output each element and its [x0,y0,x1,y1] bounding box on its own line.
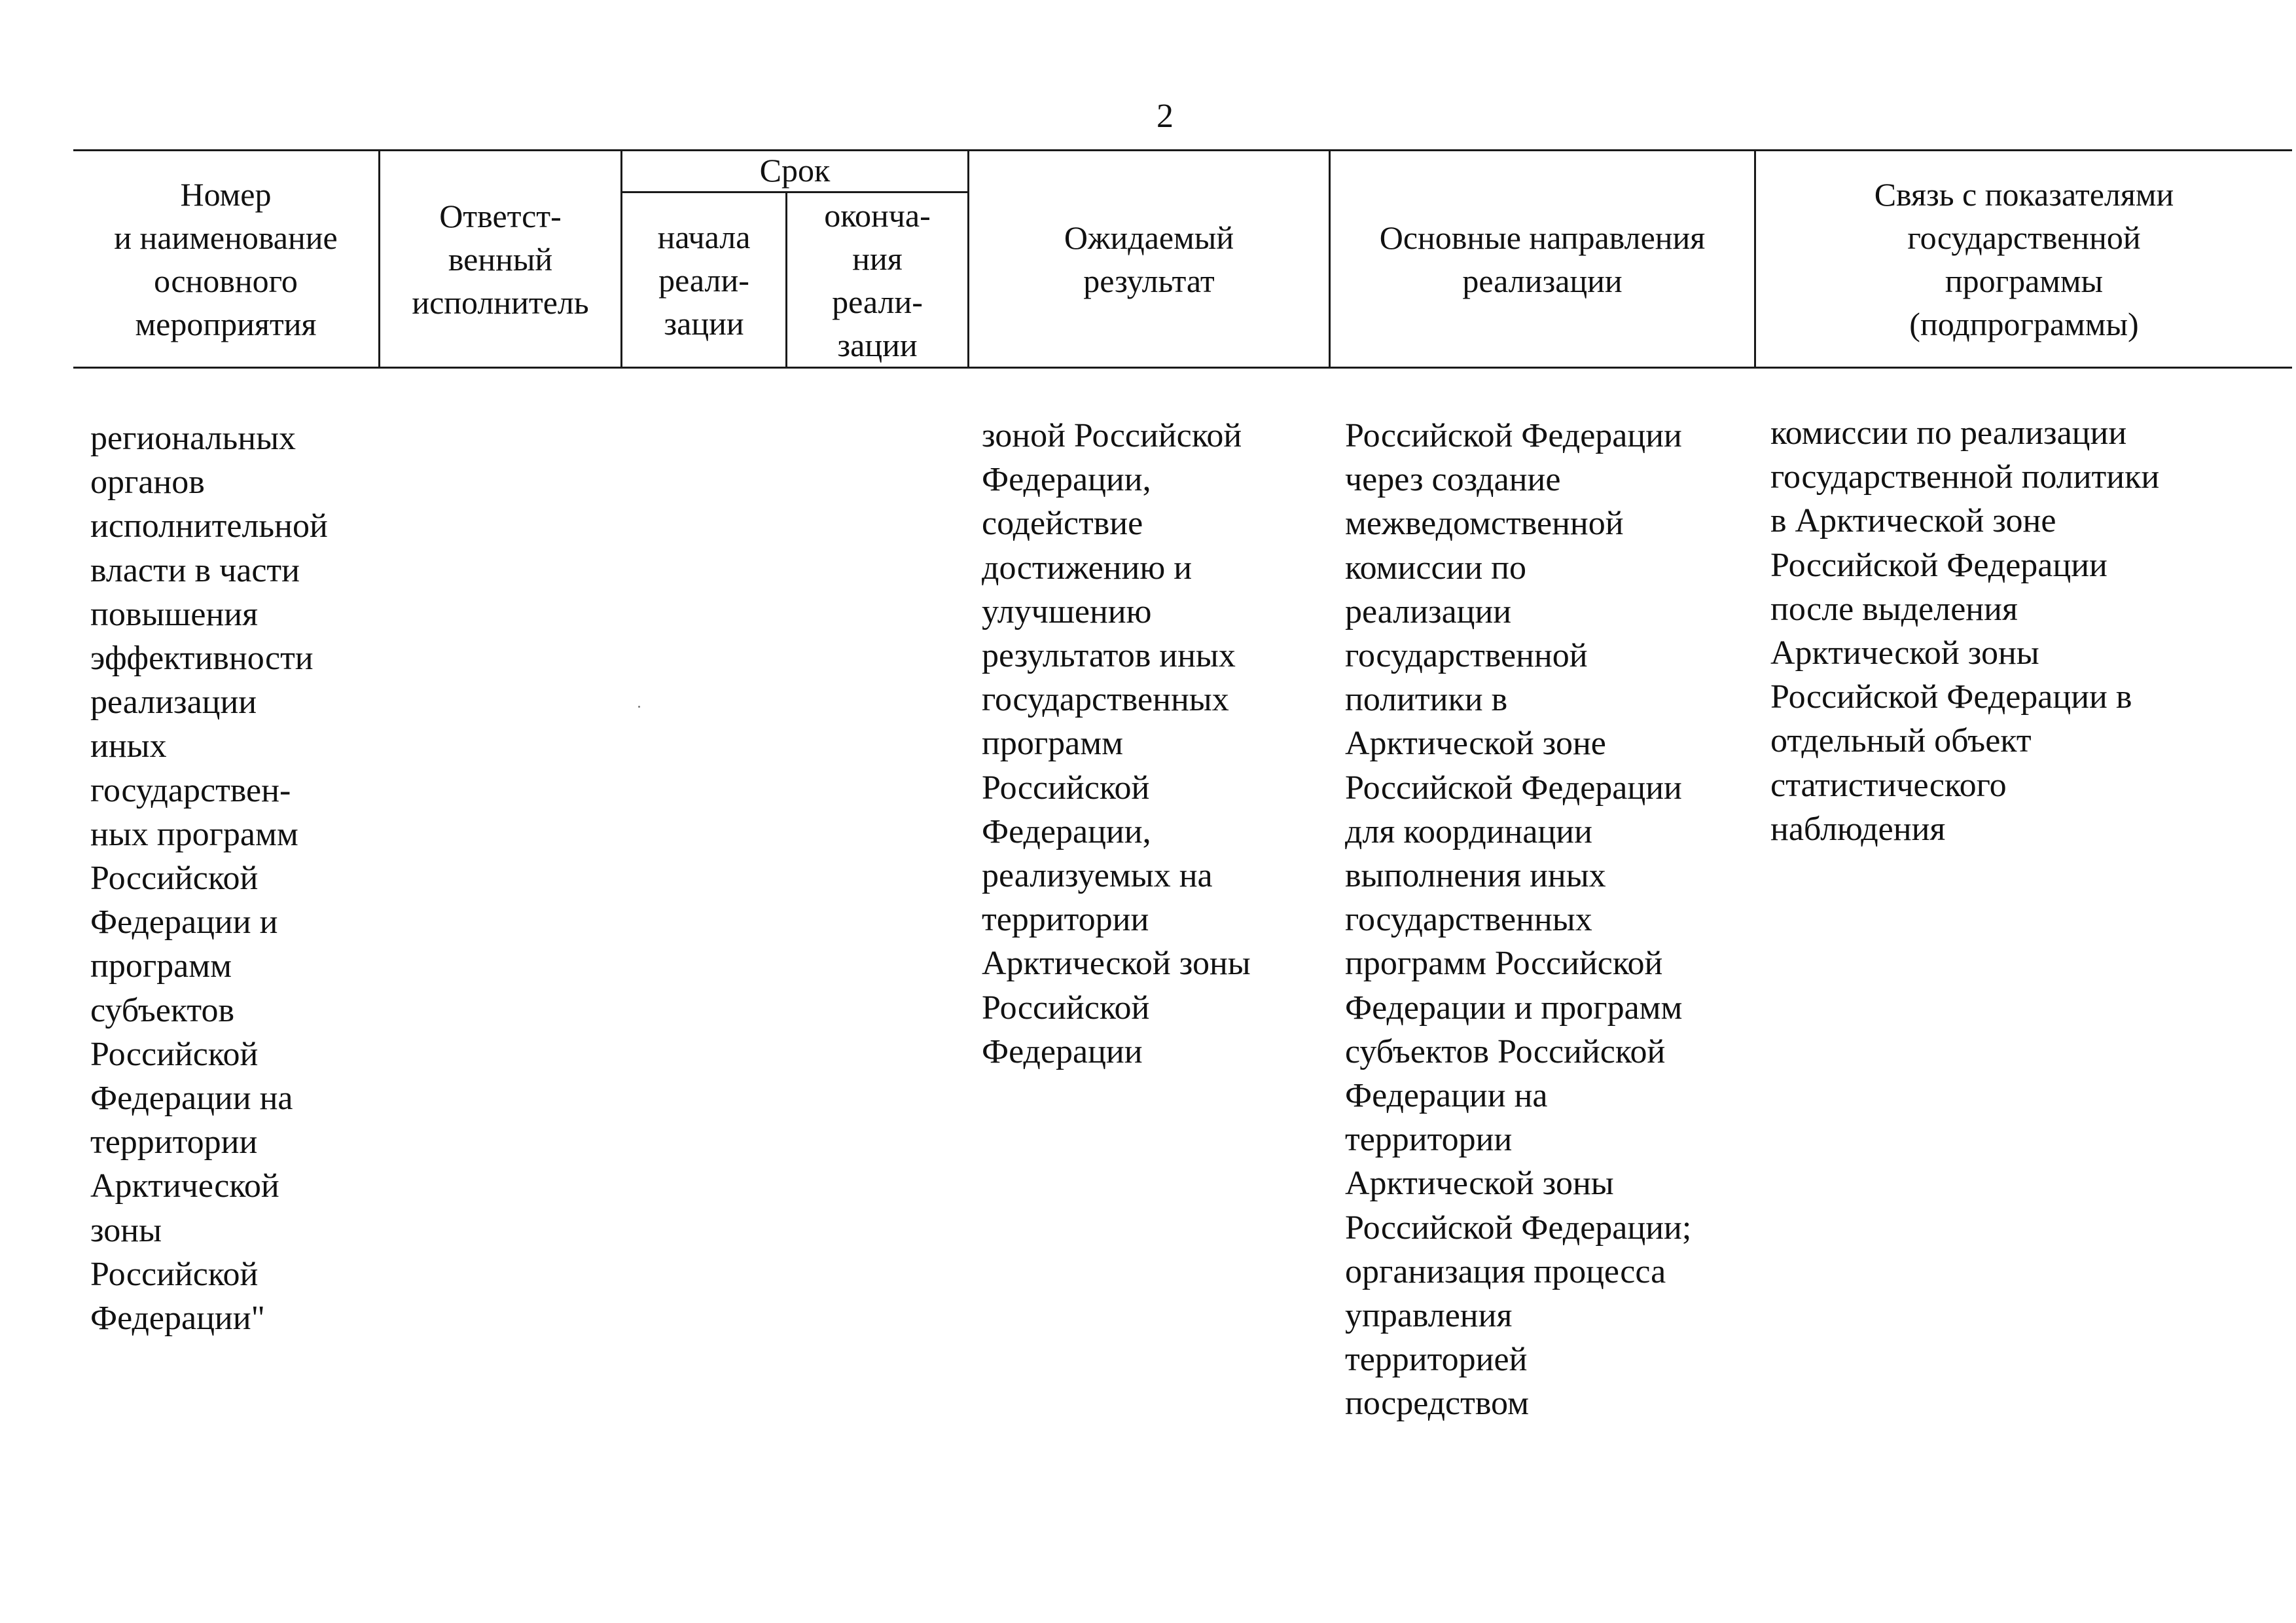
header-line: Основные направления [1379,219,1706,256]
header-line: программы [1945,262,2104,299]
text-line: субъектов Российской [1345,1032,1666,1070]
scan-speck [638,706,640,708]
body-col-main-directions [1345,414,1691,1426]
header-line: венный [448,240,553,278]
text-line: Федерации на [90,1080,293,1118]
text-line: эффективности [90,640,314,678]
text-line: статистического [1770,766,2007,804]
text-line: власти в части [90,551,300,589]
text-line: Федерации, [982,812,1151,850]
text-line: региональных [90,420,296,457]
header-cell-end [787,193,967,367]
text-line: управления [1345,1297,1513,1335]
text-line: результатов иных [982,637,1236,675]
text-line: зоной Российской [982,417,1242,454]
header-line: Номер [180,175,272,213]
header-cell-srok [622,149,967,191]
header-cell-main-directions [1331,151,1754,367]
text-line: государственной [1345,637,1588,675]
text-line: Российской Федерации [1770,546,2108,584]
header-cell-number-and-name [73,151,378,367]
text-line: Российской [90,1255,259,1293]
header-line: реализации [1462,262,1623,299]
header-line: Ожидаемый [1064,219,1234,256]
header-line: государственной [1907,219,2141,256]
header-cell-responsible [380,151,620,367]
header-line: начала [657,218,751,255]
text-line: отдельный объект [1770,722,2032,760]
header-line: оконча- [824,196,931,234]
header-line: реали- [658,261,749,299]
text-line: субъектов [90,991,235,1029]
text-line: через создание [1345,461,1561,499]
header-cell-indicators-link [1756,151,2292,367]
text-line: межведомственной [1345,505,1624,543]
header-line: зации [664,304,744,342]
text-line: реализуемых на [982,857,1213,895]
text-line: наблюдения [1770,810,1946,848]
text-line: Арктической зоны [982,945,1251,983]
text-line: Федерации на [1345,1077,1548,1115]
text-line: иных [90,727,167,765]
header-cell-expected-result [969,151,1329,367]
text-line: для координации [1345,812,1592,850]
text-line: Российской Федерации в [1770,678,2132,716]
text-line: реализации [1345,593,1512,630]
text-line: Российской Федерации; [1345,1209,1692,1247]
header-line: реали- [832,283,923,320]
text-line: территорией [1345,1341,1528,1379]
text-line: повышения [90,595,259,633]
body-col-indicators-link [1770,411,2159,851]
body-col-expected-result [982,414,1251,1074]
text-line: Российской [90,1035,259,1073]
text-line: территории [1345,1121,1513,1159]
text-line: ных программ [90,815,298,853]
header-line: и наименование [114,219,338,256]
text-line: государственных [982,681,1229,719]
text-line: территории [982,901,1149,939]
text-line: Российской [982,769,1150,807]
header-bottom-line [73,367,2292,369]
header-line: зации [837,326,918,363]
text-line: комиссии по реализации [1770,414,2127,452]
header-cell-start [622,193,785,367]
text-line: программ [90,947,232,985]
text-line: Федерации и [90,903,278,941]
header-line: Срок [759,152,831,189]
text-line: содействие [982,505,1143,543]
text-line: Арктической [90,1167,279,1205]
text-line: Российской [982,989,1150,1027]
text-line: в Арктической зоне [1770,502,2056,540]
text-line: программ Российской [1345,945,1663,983]
text-line: Арктической зоне [1345,725,1606,763]
text-line: Арктической зоны [1770,634,2039,672]
header-line: исполнитель [412,283,589,321]
text-line: Российской Федерации [1345,417,1682,454]
body-col-number-and-name [90,416,328,1340]
header-line: основного [154,262,298,299]
text-line: государствен- [90,771,291,809]
text-line: после выделения [1770,590,2018,628]
text-line: территории [90,1123,258,1161]
text-line: посредством [1345,1385,1529,1423]
text-line: органов [90,464,205,501]
header-line: результат [1083,262,1215,299]
text-line: Федерации" [90,1300,265,1338]
text-line: государственных [1345,901,1592,939]
text-line: Российской [90,860,259,898]
text-line: исполнительной [90,507,328,545]
text-line: достижению и [982,549,1193,587]
text-line: программ [982,725,1124,763]
text-line: Арктической зоны [1345,1165,1614,1203]
text-line: Федерации [982,1032,1143,1070]
text-line: комиссии по [1345,549,1527,587]
header-line: ния [852,240,903,277]
page-number: 2 [1157,98,1174,135]
text-line: Федерации, [982,461,1151,499]
text-line: государственной политики [1770,458,2160,496]
header-line: Ответст- [439,197,562,234]
text-line: реализации [90,684,257,721]
text-line: политики в [1345,681,1508,719]
text-line: выполнения иных [1345,857,1606,895]
text-line: улучшению [982,593,1152,630]
header-line: (подпрограммы) [1909,305,2139,342]
text-line: Российской Федерации [1345,769,1682,807]
header-line: мероприятия [135,305,317,342]
text-line: зоны [90,1211,162,1249]
text-line: Федерации и программ [1345,989,1683,1027]
header-line: Связь с показателями [1874,175,2174,213]
text-line: организация процесса [1345,1252,1666,1290]
